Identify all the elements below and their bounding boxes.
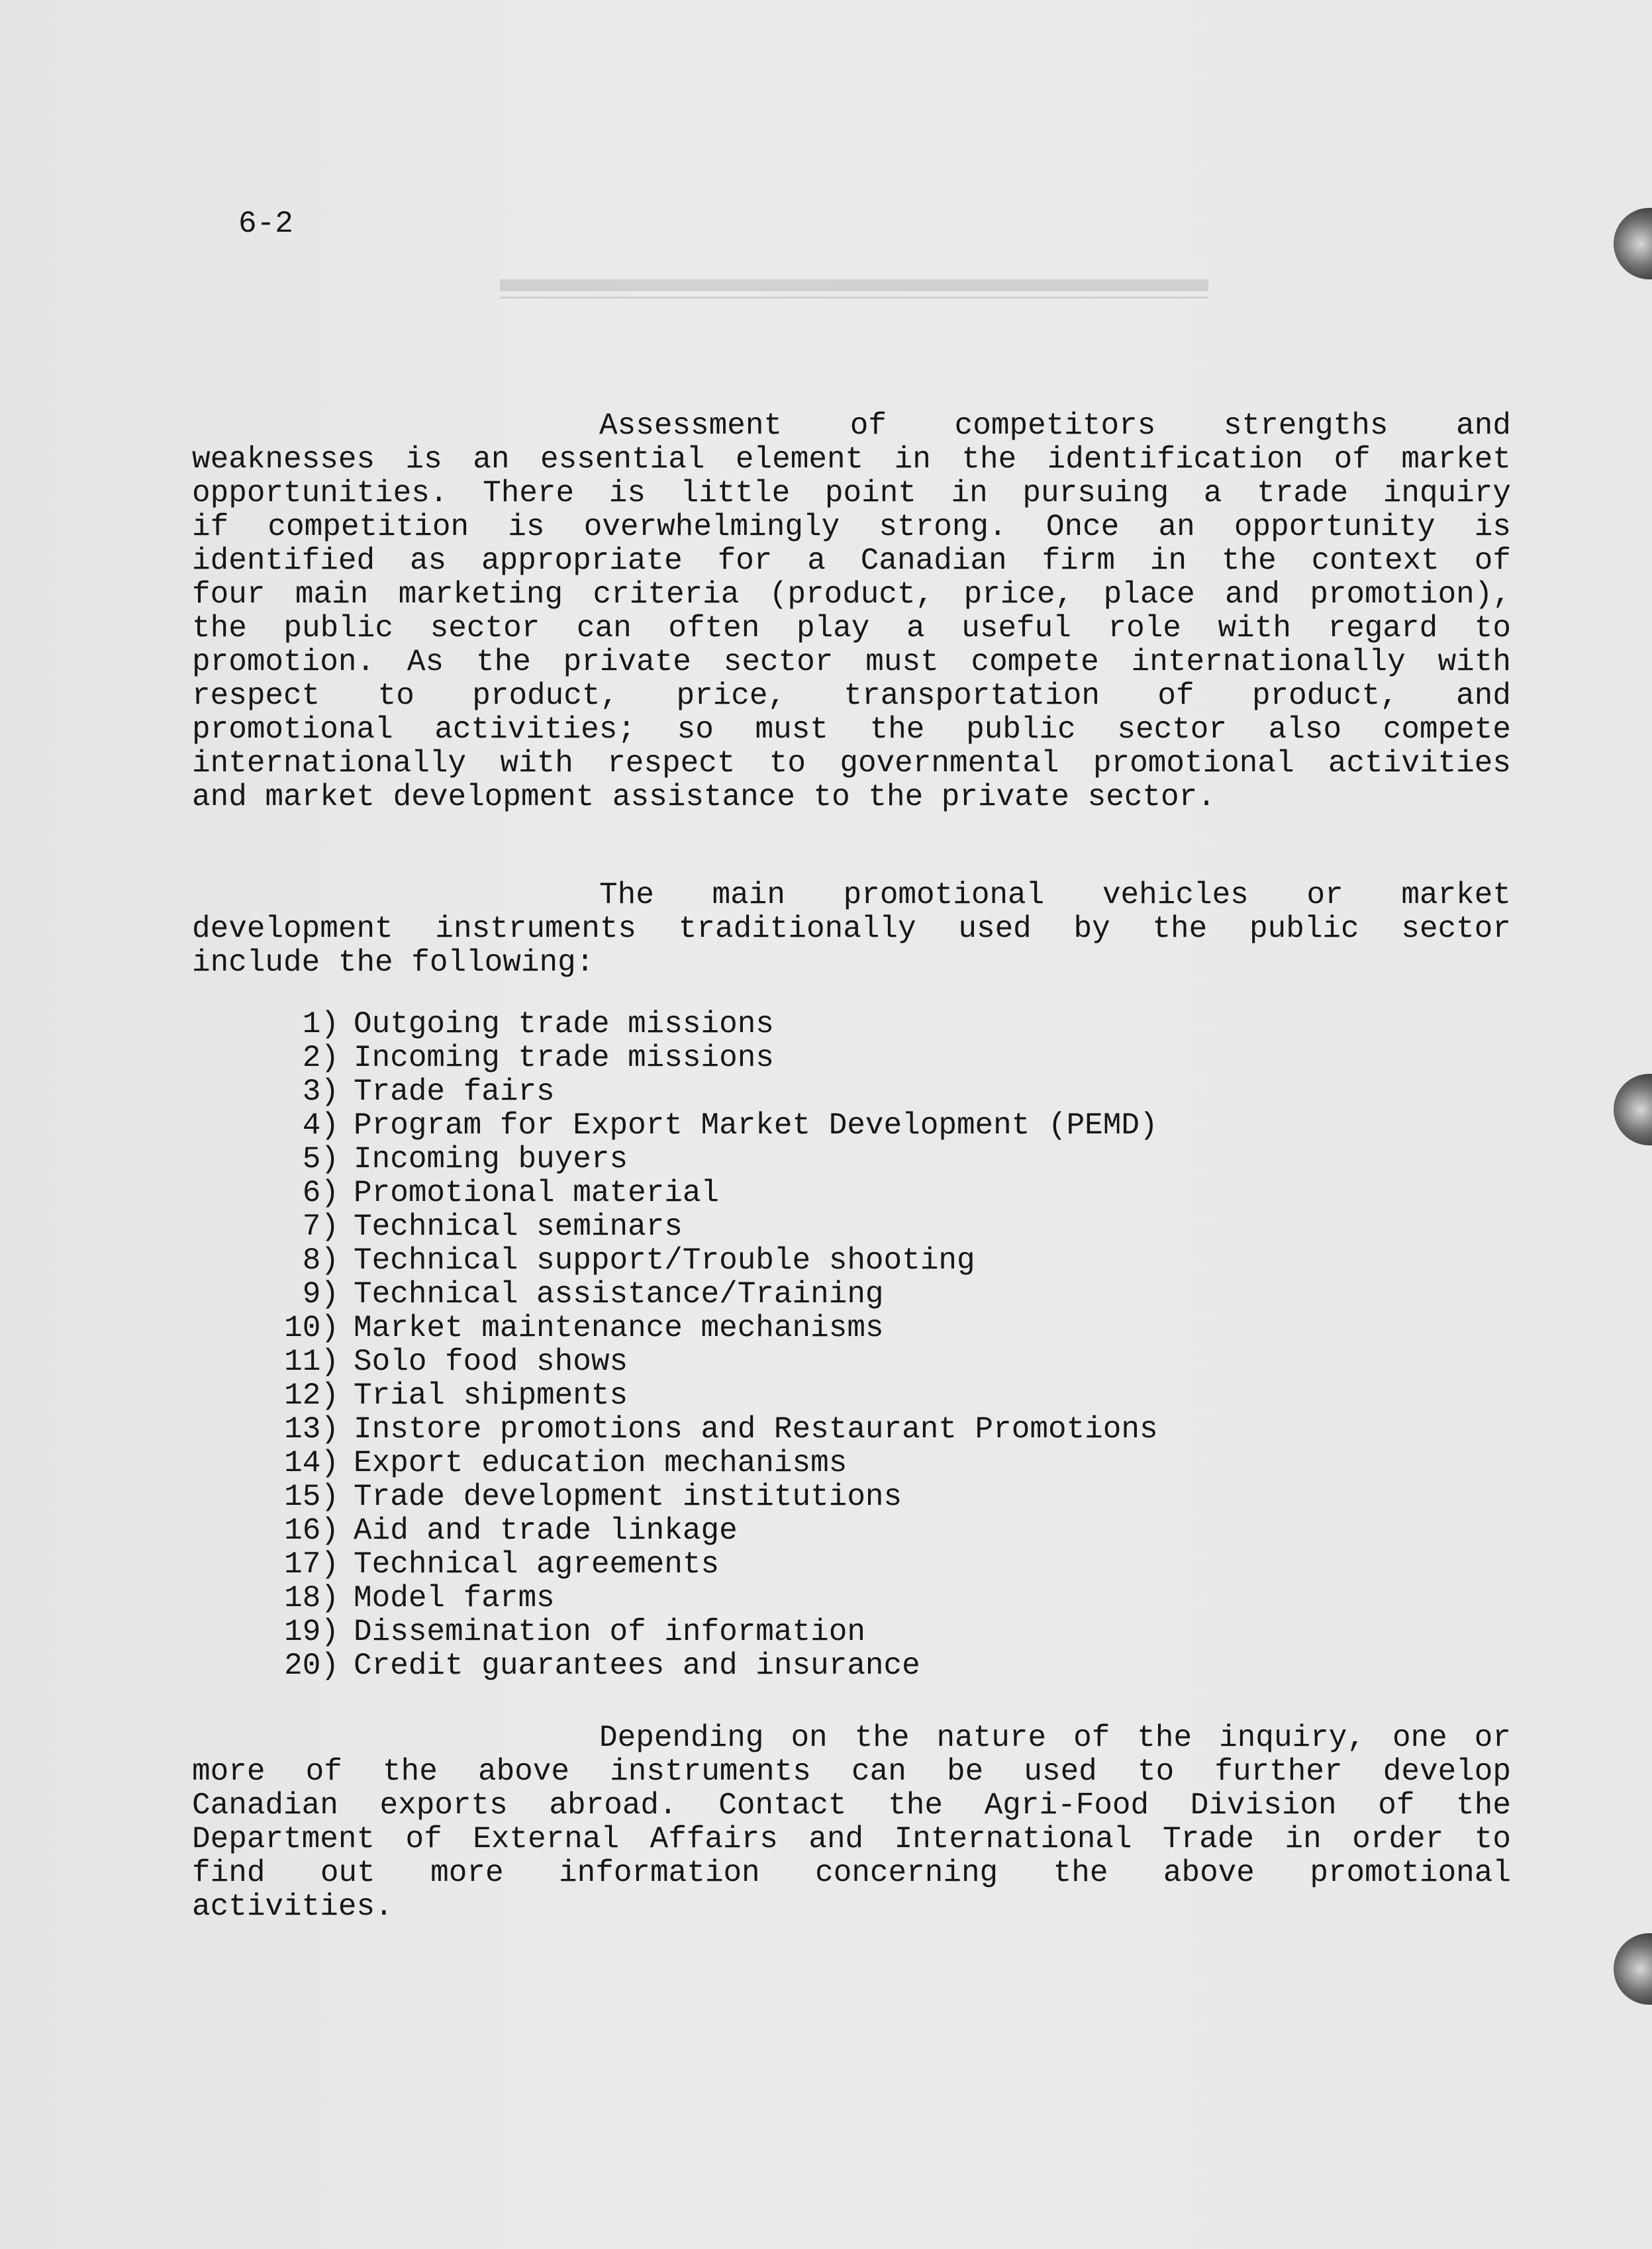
list-number: 4) — [302, 1108, 339, 1143]
paragraph-instruments-intro — [192, 879, 1511, 980]
list-item — [265, 1582, 1158, 1615]
paragraph-line: development instruments traditionally used by the public sector — [192, 912, 1511, 946]
list-number: 1) — [302, 1007, 339, 1041]
list-item — [265, 1244, 1158, 1278]
list-number: 5) — [302, 1142, 339, 1176]
list-item — [265, 1109, 1158, 1143]
list-text: Technical seminars — [354, 1210, 683, 1244]
paragraph-line: The main promotional vehicles or market — [599, 879, 1511, 912]
list-text: Market maintenance mechanisms — [354, 1311, 884, 1345]
list-number: 19) — [284, 1615, 339, 1649]
bleed-through-mark — [500, 277, 1208, 301]
binder-hole — [1614, 1933, 1652, 2005]
list-text: Trade fairs — [354, 1075, 555, 1109]
list-item — [265, 1413, 1158, 1447]
list-text: Incoming trade missions — [354, 1041, 774, 1075]
list-number: 10) — [284, 1311, 339, 1345]
list-number: 6) — [302, 1176, 339, 1210]
paragraph-line: include the following: — [192, 946, 595, 980]
paragraph-line: weaknesses is an essential element in the identification of market — [192, 443, 1511, 477]
list-number: 14) — [284, 1446, 339, 1480]
list-text: Model farms — [354, 1581, 555, 1615]
list-number: 15) — [284, 1480, 339, 1514]
list-number: 7) — [302, 1210, 339, 1244]
list-number: 20) — [284, 1649, 339, 1683]
list-item — [265, 1615, 1158, 1649]
list-item — [265, 1345, 1158, 1379]
list-text: Incoming buyers — [354, 1142, 628, 1176]
list-number: 12) — [284, 1378, 339, 1413]
list-text: Technical support/Trouble shooting — [354, 1243, 975, 1278]
list-item — [265, 1210, 1158, 1244]
list-number: 3) — [302, 1075, 339, 1109]
list-text: Technical agreements — [354, 1547, 720, 1582]
list-number: 8) — [302, 1243, 339, 1278]
paragraph-line: Assessment of competitors strengths and — [599, 409, 1511, 443]
list-text: Credit guarantees and insurance — [354, 1649, 920, 1683]
paragraph-competitor-assessment — [192, 409, 1511, 814]
page-number: 6-2 — [238, 207, 293, 241]
list-item — [265, 1278, 1158, 1312]
list-text: Technical assistance/Training — [354, 1277, 884, 1312]
list-number: 17) — [284, 1547, 339, 1582]
paragraph-line: Department of External Affairs and International Trade in order to — [192, 1823, 1511, 1856]
list-text: Promotional material — [354, 1176, 720, 1210]
list-item — [265, 1312, 1158, 1345]
paragraph-line: promotional activities; so must the public sector also compete — [192, 713, 1511, 747]
paragraph-line: the public sector can often play a useful role with regard to — [192, 612, 1511, 646]
list-item — [265, 1514, 1158, 1548]
list-text: Aid and trade linkage — [354, 1513, 738, 1548]
paragraph-line: opportunities. There is little point in pursuing a trade inquiry — [192, 477, 1511, 510]
list-item — [265, 1176, 1158, 1210]
list-text: Trade development institutions — [354, 1480, 902, 1514]
bleed-through-heading — [500, 277, 1208, 301]
list-item — [265, 1041, 1158, 1075]
paragraph-line: find out more information concerning the above promotional — [192, 1856, 1511, 1890]
paragraph-line: if competition is overwhelmingly strong. Once an opportunity is — [192, 510, 1511, 544]
list-number: 2) — [302, 1041, 339, 1075]
list-item — [265, 1075, 1158, 1109]
list-item — [265, 1649, 1158, 1683]
list-number: 13) — [284, 1412, 339, 1447]
paragraph-line: Depending on the nature of the inquiry, one or — [599, 1721, 1511, 1755]
list-number: 16) — [284, 1513, 339, 1548]
list-text: Solo food shows — [354, 1345, 628, 1379]
paragraph-line: internationally with respect to governmental promotional activities — [192, 747, 1511, 781]
list-item — [265, 1480, 1158, 1514]
list-text: Program for Export Market Development (PEMD) — [354, 1108, 1158, 1143]
paragraph-line: Canadian exports abroad. Contact the Agri-Food Division of the — [192, 1789, 1511, 1823]
paragraph-line: four main marketing criteria (product, price, place and promotion), — [192, 578, 1511, 612]
list-text: Dissemination of information — [354, 1615, 865, 1649]
binder-hole — [1614, 1074, 1652, 1145]
list-text: Trial shipments — [354, 1378, 628, 1413]
list-item — [265, 1008, 1158, 1041]
paragraph-line: more of the above instruments can be used to further develop — [192, 1755, 1511, 1789]
list-number: 9) — [302, 1277, 339, 1312]
list-number: 18) — [284, 1581, 339, 1615]
list-item — [265, 1447, 1158, 1480]
paragraph-line: identified as appropriate for a Canadian firm in the context of — [192, 544, 1511, 578]
paragraph-line: respect to product, price, transportation of product, and — [192, 679, 1511, 713]
list-item — [265, 1143, 1158, 1176]
paragraph-closing — [192, 1721, 1511, 1924]
instrument-list — [265, 1008, 1158, 1683]
list-item — [265, 1379, 1158, 1413]
paragraph-line: promotion. As the private sector must compete internationally with — [192, 646, 1511, 679]
list-item — [265, 1548, 1158, 1582]
list-text: Export education mechanisms — [354, 1446, 848, 1480]
list-number: 11) — [284, 1345, 339, 1379]
list-text: Outgoing trade missions — [354, 1007, 774, 1041]
binder-hole — [1614, 208, 1652, 279]
paragraph-line: and market development assistance to the private sector. — [192, 781, 1216, 814]
paragraph-line: activities. — [192, 1890, 393, 1924]
list-text: Instore promotions and Restaurant Promotions — [354, 1412, 1158, 1447]
